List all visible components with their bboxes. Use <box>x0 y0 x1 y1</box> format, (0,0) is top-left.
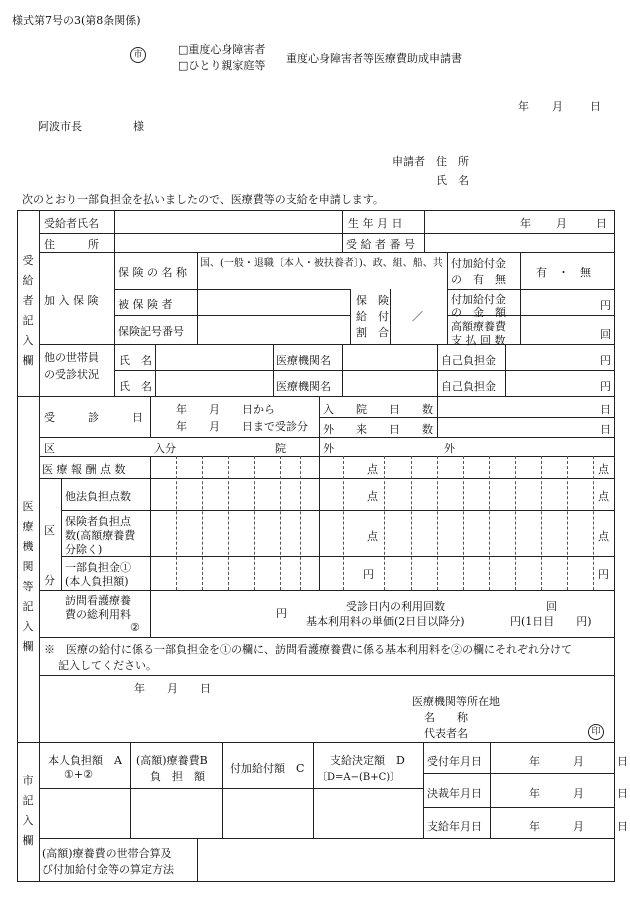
ratio-slash: ／ <box>412 310 423 323</box>
outpatient-days-label: 外 来 日 数 <box>323 423 433 436</box>
addon-amount-label: 付加給付金 <box>451 293 506 306</box>
insurance-name-options: 国、(一般・退職〔本人・被扶養者〕)、政、組、船、共 <box>200 258 443 269</box>
form-table <box>17 210 615 882</box>
inpatient-days-label: 入 院 日 数 <box>323 403 433 416</box>
col-a-label: 本人負担額 A <box>48 754 122 767</box>
medical-points-label: 医 療 報 酬 点 数 <box>42 463 126 476</box>
other-law-label: 他法負担点数 <box>65 490 131 503</box>
checkbox-icon[interactable]: □ <box>178 59 189 72</box>
intro-text: 次のとおり一部負担金を払いましたので、医療費等の支給を申請します。 <box>22 193 384 206</box>
applicant-address: 住 所 <box>436 155 469 168</box>
institution-name-label: 名 称 <box>424 711 468 724</box>
outpatient-header: 外 外 <box>323 442 455 455</box>
inpatient-header: 入 院 <box>154 442 286 455</box>
decision-date-label: 決裁年月日 <box>427 787 482 800</box>
note-line1: ※ 医療の給付に係る一部負担金を①の欄に、訪問看護療養費に係る基本利用料を②の欄にそれぞれ分けて <box>44 643 572 656</box>
member-name-label: 氏 名 <box>119 380 152 393</box>
other-members-label: 他の世帯員 <box>44 351 99 364</box>
option-single-parent[interactable]: □ひとり親家庭等 <box>178 59 266 72</box>
institution-label: 医療機関名 <box>276 354 331 367</box>
date-day: 日 <box>590 100 601 113</box>
calc-method-label: (高額)療養費の世帯合算及 <box>42 847 172 860</box>
form-code: 様式第7号の3(第8条関係) <box>12 14 141 27</box>
addon-exists-label: 付加給付金 <box>451 257 506 270</box>
col-d-label: 支給決定額 D <box>330 754 405 767</box>
member-name-label: 氏 名 <box>119 354 152 367</box>
benefit-ratio-label: 保 険 <box>356 294 389 307</box>
col-c-label: 付加給付額 C <box>230 762 305 775</box>
birth-date-label: 生 年 月 日 <box>348 217 403 230</box>
bun-label: 分 <box>44 574 55 587</box>
partial-payment-label: 一部負担金① <box>65 561 131 574</box>
address-field[interactable] <box>118 235 340 251</box>
applicant-label: 申請者 <box>392 155 425 168</box>
visit-from: 年 月 日から <box>176 403 275 416</box>
form-title: 重度心身障害者等医療費助成申請書 <box>286 52 462 65</box>
recipient-name-label: 受給者氏名 <box>44 217 99 230</box>
representative-label: 代表者名 <box>424 727 468 740</box>
recipient-no-field[interactable] <box>428 235 612 251</box>
self-pay-label: 自己負担金 <box>441 380 496 393</box>
insurer-points-label: 保険者負担点 <box>65 515 131 528</box>
date-month: 月 <box>552 100 563 113</box>
recipient-name-field[interactable] <box>118 212 340 232</box>
applicant-name: 氏 名 <box>436 174 469 187</box>
visit-to: 年 月 日まで受診分 <box>176 420 308 433</box>
institution-address-label: 医療機関等所在地 <box>412 695 500 708</box>
address-label: 住 所 <box>44 238 99 251</box>
basic-fee-label: 基本利用料の単価(2日目以降分) <box>306 615 465 628</box>
addressee-mayor: 阿波市長 <box>38 120 82 133</box>
usage-count-label: 受診日内の利用回数 <box>346 600 445 613</box>
date-year: 年 <box>518 100 529 113</box>
self-pay-label: 自己負担金 <box>441 354 496 367</box>
receipt-date-label: 受付年月日 <box>427 755 482 768</box>
recipient-no-label: 受 給 者 番 号 <box>346 238 415 251</box>
cert-date: 年 月 日 <box>134 682 211 695</box>
visit-date-label: 受 診 日 <box>44 411 143 424</box>
visit-nursing-label: 訪問看護療養 <box>65 594 131 607</box>
ku-label: 区 <box>44 524 55 537</box>
addressee-sama: 様 <box>133 120 144 133</box>
category-label: 区 分 <box>44 442 176 455</box>
seal-mark: 印 <box>588 724 604 740</box>
checkbox-icon[interactable]: □ <box>178 43 189 56</box>
insurance-symbol-label: 保険記号番号 <box>118 325 184 338</box>
payment-date-label: 支給年月日 <box>427 820 482 833</box>
option-disabled[interactable]: □重度心身障害者 <box>178 43 266 56</box>
city-seal-mark: 市 <box>130 47 146 63</box>
high-cost-count-label: 高額療養費 <box>451 320 506 333</box>
note-line2: 記入してください。 <box>58 659 157 672</box>
addon-exists-value[interactable]: 有 ・ 無 <box>536 266 591 279</box>
insured-label: 被 保 険 者 <box>118 298 173 311</box>
col-b-label: (高額)療養費B <box>136 754 208 767</box>
institution-label: 医療機関名 <box>276 380 331 393</box>
insurance-label: 加 入 保 険 <box>44 294 99 307</box>
insurance-name-label: 保 険 の 名 称 <box>118 266 187 279</box>
